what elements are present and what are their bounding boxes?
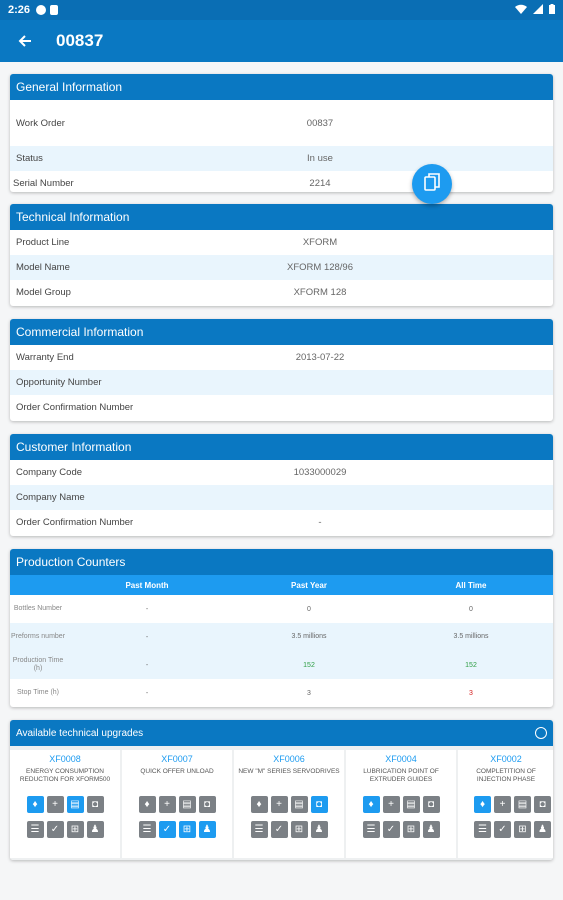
- upgrade-code[interactable]: XF0007: [161, 754, 193, 764]
- bell-icon[interactable]: ◘: [423, 796, 440, 813]
- bell-icon[interactable]: ◘: [534, 796, 551, 813]
- wifi-icon: [515, 4, 527, 17]
- company-code-label: Company Code: [16, 467, 83, 478]
- technical-info-title: Technical Information: [10, 204, 553, 230]
- info-row: [10, 100, 553, 146]
- cell: -: [145, 661, 149, 669]
- serial-number-value: 2214: [309, 178, 331, 189]
- header-all-time: All Time: [455, 580, 487, 590]
- upgrade-description: COMPLETITION OF INJECTION PHASE: [476, 768, 536, 783]
- upgrades-title: Available technical upgrades: [16, 727, 144, 739]
- upgrade-description: NEW "M" SERIES SERVODRIVES: [238, 768, 340, 775]
- upgrade-icons-row: [346, 796, 456, 813]
- upgrade-description: ENERGY CONSUMPTION REDUCTION FOR XFORM500: [19, 768, 111, 783]
- page-title: 00837: [56, 31, 104, 50]
- upgrade-description: LUBRICATION POINT OF EXTRUDER GUIDES: [363, 768, 439, 783]
- info-row: [10, 280, 553, 305]
- customer-order-confirmation-label: Order Confirmation Number: [16, 517, 134, 528]
- upgrade-description: QUICK OFFER UNLOAD: [140, 768, 214, 775]
- cell: 152: [303, 661, 315, 669]
- bottle-icon[interactable]: ♦: [251, 796, 268, 813]
- checklist-icon[interactable]: ✓: [271, 821, 288, 838]
- info-row: [10, 230, 553, 255]
- production-counters-card: [10, 549, 553, 707]
- info-row: [10, 146, 553, 171]
- model-name-value: XFORM 128/96: [287, 262, 353, 273]
- upgrade-item[interactable]: [234, 750, 344, 858]
- list-icon[interactable]: ☰: [139, 821, 156, 838]
- upgrade-icons-row: [346, 821, 456, 838]
- status-label: Status: [16, 153, 43, 164]
- upgrades-list: [10, 746, 553, 860]
- production-header-row: [10, 575, 553, 595]
- network-icon[interactable]: ⊞: [67, 821, 84, 838]
- work-order-label: Work Order: [16, 117, 65, 129]
- order-confirmation-label: Order Confirmation Number: [16, 402, 134, 413]
- bottle-icon[interactable]: ♦: [139, 796, 156, 813]
- customer-order-confirmation-value: -: [318, 517, 322, 528]
- add-user-icon[interactable]: ♟: [311, 821, 328, 838]
- company-code-value: 1033000029: [293, 467, 347, 478]
- bottle-icon[interactable]: ♦: [27, 796, 44, 813]
- warranty-end-label: Warranty End: [16, 352, 74, 363]
- customer-info-title: Customer Information: [10, 434, 553, 460]
- plus-icon[interactable]: +: [271, 796, 288, 813]
- row-label: Production Time (h): [12, 657, 64, 672]
- document-icon[interactable]: ▤: [514, 796, 531, 813]
- upgrade-icons-row: [10, 796, 120, 813]
- add-user-icon[interactable]: ♟: [534, 821, 551, 838]
- model-name-label: Model Name: [16, 262, 70, 273]
- commercial-info-title: Commercial Information: [10, 319, 553, 345]
- table-row: [10, 679, 553, 707]
- list-icon[interactable]: ☰: [27, 821, 44, 838]
- checklist-icon[interactable]: ✓: [159, 821, 176, 838]
- product-line-value: XFORM: [302, 237, 338, 248]
- globe-icon[interactable]: [535, 727, 547, 739]
- upgrade-icons-row: [122, 821, 232, 838]
- upgrade-code[interactable]: XF0004: [385, 754, 417, 764]
- company-name-label: Company Name: [16, 492, 85, 503]
- network-icon[interactable]: ⊞: [291, 821, 308, 838]
- upgrade-item[interactable]: [10, 750, 120, 858]
- info-row: [10, 395, 553, 420]
- opportunity-number-label: Opportunity Number: [16, 377, 102, 388]
- copy-icon: [424, 173, 440, 196]
- info-row: [10, 171, 553, 192]
- plus-icon[interactable]: +: [383, 796, 400, 813]
- plus-icon[interactable]: +: [47, 796, 64, 813]
- info-row: [10, 370, 553, 395]
- bell-icon[interactable]: ◘: [311, 796, 328, 813]
- notification-icon: [36, 5, 46, 15]
- upgrade-icons-row: [458, 796, 553, 813]
- status-value: In use: [307, 153, 333, 164]
- content-area: [0, 62, 563, 900]
- info-row: [10, 255, 553, 280]
- document-icon[interactable]: ▤: [403, 796, 420, 813]
- general-info-card: [10, 74, 553, 192]
- work-order-value: 00837: [306, 117, 334, 129]
- status-time: 2:26: [8, 4, 31, 16]
- plus-icon[interactable]: +: [159, 796, 176, 813]
- upgrades-card: [10, 720, 553, 860]
- product-line-label: Product Line: [16, 237, 70, 248]
- network-icon[interactable]: ⊞: [514, 821, 531, 838]
- technical-info-card: [10, 204, 553, 306]
- network-icon[interactable]: ⊞: [179, 821, 196, 838]
- list-icon[interactable]: ☰: [474, 821, 491, 838]
- checklist-icon[interactable]: ✓: [383, 821, 400, 838]
- cell: -: [145, 605, 149, 613]
- signal-icon: [533, 4, 543, 17]
- production-counters-title: Production Counters: [10, 549, 553, 575]
- serial-number-label: Serial Number: [13, 178, 74, 189]
- model-group-value: XFORM 128: [293, 287, 347, 298]
- list-icon[interactable]: ☰: [251, 821, 268, 838]
- cell: 3: [469, 689, 473, 697]
- model-group-label: Model Group: [16, 287, 71, 298]
- customer-info-card: [10, 434, 553, 536]
- upgrade-icons-row: [458, 821, 553, 838]
- bell-icon[interactable]: ◘: [87, 796, 104, 813]
- cell: 3: [307, 689, 311, 697]
- copy-fab-button[interactable]: [412, 164, 452, 204]
- bottle-icon[interactable]: ♦: [474, 796, 491, 813]
- add-user-icon[interactable]: ♟: [199, 821, 216, 838]
- cell: 0: [469, 605, 473, 613]
- upgrade-item[interactable]: [458, 750, 553, 858]
- add-user-icon[interactable]: ♟: [87, 821, 104, 838]
- info-row: [10, 485, 553, 510]
- cell: -: [145, 689, 149, 697]
- document-icon[interactable]: ▤: [67, 796, 84, 813]
- commercial-info-card: [10, 319, 553, 421]
- app-bar: [0, 20, 563, 62]
- checklist-icon[interactable]: ✓: [494, 821, 511, 838]
- info-row: [10, 345, 553, 370]
- document-icon[interactable]: ▤: [291, 796, 308, 813]
- header-past-year: Past Year: [291, 580, 327, 590]
- table-row: [10, 623, 553, 651]
- upgrade-code[interactable]: XF0008: [49, 754, 81, 764]
- bottle-icon[interactable]: ♦: [363, 796, 380, 813]
- list-icon[interactable]: ☰: [363, 821, 380, 838]
- document-icon[interactable]: ▤: [179, 796, 196, 813]
- general-info-title: General Information: [10, 74, 553, 100]
- checklist-icon[interactable]: ✓: [47, 821, 64, 838]
- info-row: [10, 460, 553, 485]
- upgrade-item[interactable]: [346, 750, 456, 858]
- info-row: [10, 510, 553, 535]
- table-row: [10, 651, 553, 679]
- add-user-icon[interactable]: ♟: [423, 821, 440, 838]
- back-arrow-icon[interactable]: [14, 30, 36, 52]
- cell: -: [145, 633, 149, 641]
- network-icon[interactable]: ⊞: [403, 821, 420, 838]
- upgrades-header: [10, 720, 553, 746]
- upgrade-code[interactable]: XF0006: [273, 754, 305, 764]
- header-past-month: Past Month: [125, 580, 169, 590]
- upgrade-icons-row: [10, 821, 120, 838]
- upgrade-icons-row: [234, 821, 344, 838]
- row-label: Preforms number: [10, 633, 66, 640]
- table-row: [10, 595, 553, 623]
- sd-card-icon: [50, 5, 58, 15]
- cell: 3.5 millions: [291, 633, 327, 640]
- battery-icon: [549, 4, 555, 17]
- upgrade-icons-row: [122, 796, 232, 813]
- warranty-end-value: 2013-07-22: [295, 352, 345, 363]
- status-bar: [0, 0, 563, 20]
- cell: 3.5 millions: [453, 633, 489, 640]
- cell: 0: [307, 605, 311, 613]
- cell: 152: [465, 661, 477, 669]
- row-label: Stop Time (h): [16, 689, 59, 696]
- upgrade-icons-row: [234, 796, 344, 813]
- upgrade-item[interactable]: [122, 750, 232, 858]
- plus-icon[interactable]: +: [494, 796, 511, 813]
- bell-icon[interactable]: ◘: [199, 796, 216, 813]
- upgrade-code[interactable]: XF0002: [490, 754, 522, 764]
- row-label: Bottles Number: [13, 605, 63, 612]
